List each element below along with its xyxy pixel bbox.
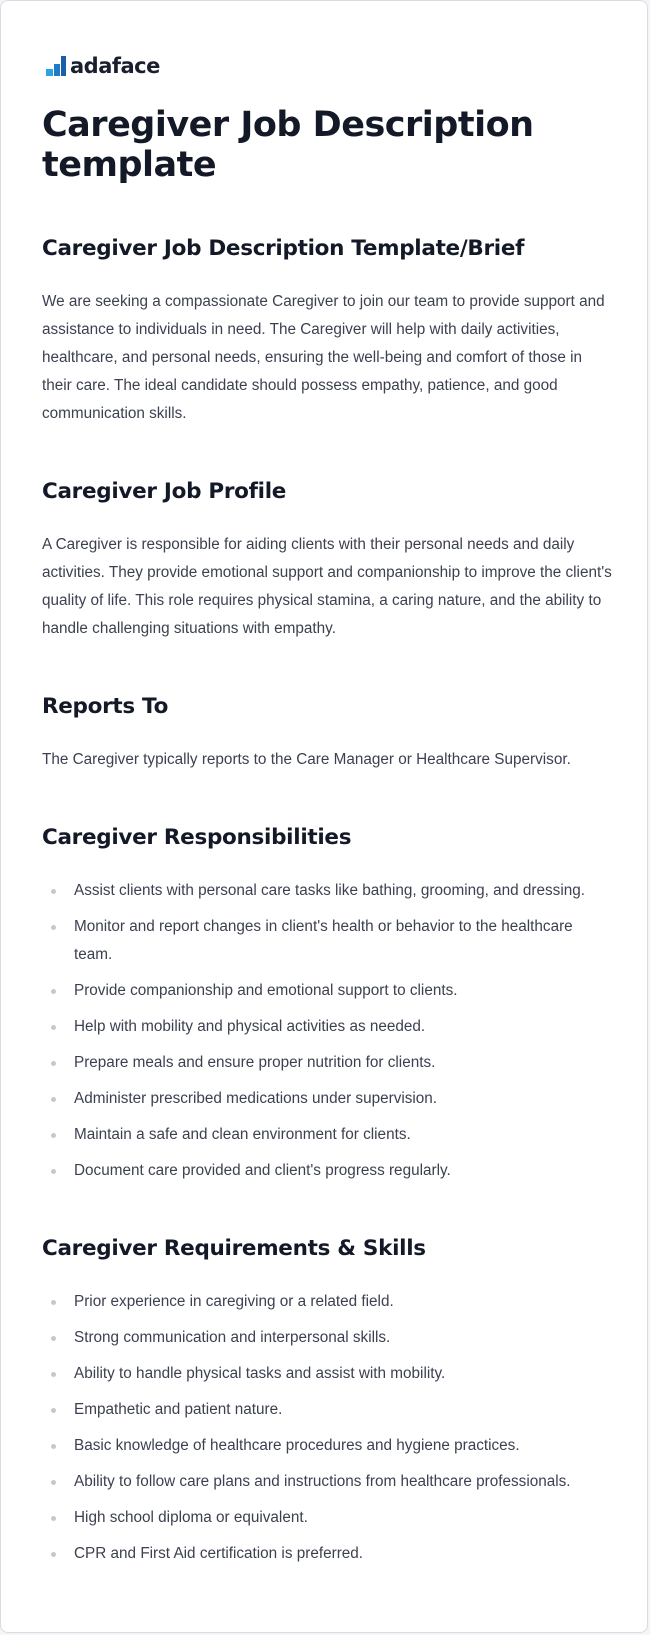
section-heading-reports-to: Reports To [42,694,169,719]
list-item: Basic knowledge of healthcare procedures and hygiene practices. [42,1432,612,1460]
section-body-reports-to: The Caregiver typically reports to the Care Manager or Healthcare Supervisor. [42,751,571,768]
section-body-profile: A Caregiver is responsible for aiding clients with their personal needs and daily activities. They provide emotional support and companionship to improve the client's quality of life. This role requires physical stamina, a caring nature, and the ability to handle challenging situations with empathy. [42,536,612,637]
list-item: Prepare meals and ensure proper nutrition for clients. [42,1049,612,1077]
section-heading-responsibilities: Caregiver Responsibilities [42,825,352,850]
section-heading-profile: Caregiver Job Profile [42,479,287,504]
page-title: Caregiver Job Description template [42,105,534,185]
requirements-list [42,1288,612,1568]
list-item: Assist clients with personal care tasks like bathing, grooming, and dressing. [42,877,612,905]
section-body-brief: We are seeking a compassionate Caregiver to join our team to provide support and assistance to individuals in need. The Caregiver will help with daily activities, healthcare, and personal needs, ensuring the well-being and comfort of those in their care. The ideal candidate should possess empathy, patience, and good communication skills. [42,293,605,422]
responsibilities-list [42,877,612,1185]
list-item: Help with mobility and physical activities as needed. [42,1013,612,1041]
document-body [42,105,612,1576]
section-heading-brief: Caregiver Job Description Template/Brief [42,236,525,261]
list-item: Prior experience in caregiving or a related field. [42,1288,612,1316]
list-item: Maintain a safe and clean environment for clients. [42,1121,612,1149]
list-item: Document care provided and client's progress regularly. [42,1157,612,1185]
list-item: Provide companionship and emotional support to clients. [42,977,612,1005]
list-item: High school diploma or equivalent. [42,1504,612,1532]
list-item: Ability to follow care plans and instructions from healthcare professionals. [42,1468,612,1496]
list-item: Strong communication and interpersonal skills. [42,1324,612,1352]
list-item: CPR and First Aid certification is preferred. [42,1540,612,1568]
list-item: Administer prescribed medications under supervision. [42,1085,612,1113]
list-item: Ability to handle physical tasks and assist with mobility. [42,1360,612,1388]
adaface-logo-icon [46,56,66,76]
section-heading-requirements: Caregiver Requirements & Skills [42,1236,426,1261]
adaface-logo[interactable] [46,54,160,78]
logo-wordmark: adaface [70,54,160,78]
list-item: Monitor and report changes in client's health or behavior to the healthcare team. [42,913,612,969]
list-item: Empathetic and patient nature. [42,1396,612,1424]
